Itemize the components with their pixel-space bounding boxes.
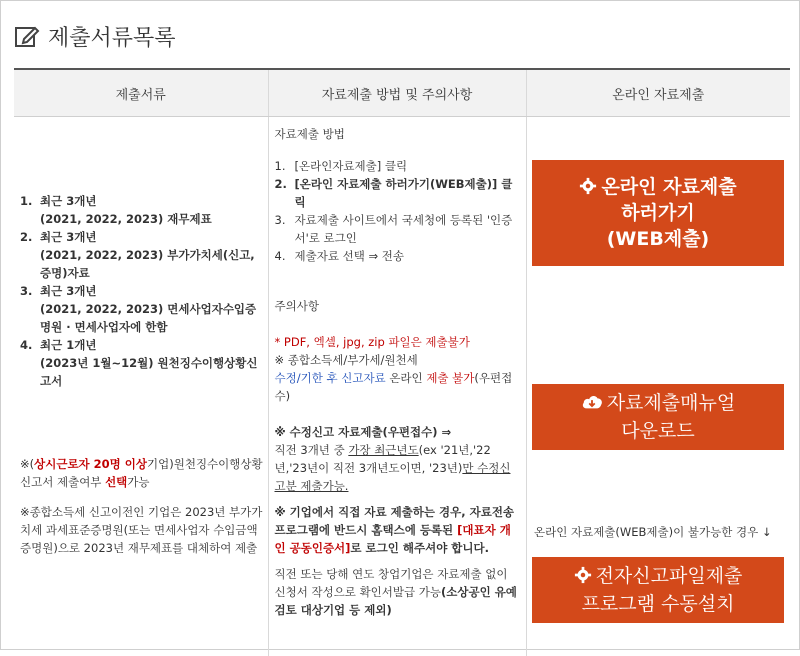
manual-install-button[interactable]: 전자신고파일제출 프로그램 수동설치 <box>532 557 784 623</box>
method-steps <box>275 157 518 265</box>
method-cell <box>268 117 526 656</box>
list-item: 3. 최근 3개년 (2021, 2022, 2023) 면세사업자수입증명원 · 면세사업자에 한함 <box>20 282 260 336</box>
header-online: 온라인 자료제출 <box>526 69 790 117</box>
list-item: 2. 최근 3개년 (2021, 2022, 2023) 부가가치세(신고,증명)자료 <box>20 228 260 282</box>
document-list <box>20 192 260 390</box>
page-title-text: 제출서류목록 <box>48 21 176 52</box>
list-item: 4. 최근 1개년 (2023년 1월~12월) 원천징수이행상황신고서 <box>20 336 260 390</box>
list-item: 1. 최근 3개년 (2021, 2022, 2023) 재무제표 <box>20 192 260 228</box>
edit-icon <box>14 23 40 49</box>
alt-install-note: 온라인 자료제출(WEB제출)이 불가능한 경우 ↓ <box>534 524 772 540</box>
list-item: 3. 자료제출 사이트에서 국세청에 등록된 '인증서'로 로그인 <box>275 211 518 247</box>
list-item: 1. [온라인자료제출] 클릭 <box>275 157 518 175</box>
method-title: 자료제출 방법 <box>275 125 518 143</box>
tax-note: ※ 종합소득세/부가세/원천세 수정/기한 후 신고자료 온라인 제출 불가(우편접수) <box>275 351 518 405</box>
documents-cell <box>14 117 268 656</box>
income-tax-note: ※종합소득세 신고이전인 기업은 2023년 부가가치세 과세표준증명원(또는 면세사업자 수입금액증명원)으로 2023년 재무제표를 대체하여 제출 <box>20 503 265 557</box>
employee-note: ※(상시근로자 20명 이상기업)원천징수이행상황신고서 제출여부 선택가능 <box>20 455 265 491</box>
header-method: 자료제출 방법 및 주의사항 <box>268 69 526 117</box>
manual-download-button[interactable]: 자료제출매뉴얼 다운로드 <box>532 384 784 450</box>
list-item: 4. 제출자료 선택 ⇒ 전송 <box>275 247 518 265</box>
file-format-note: * PDF, 엑셀, jpg, zip 파일은 제출불가 <box>275 333 518 351</box>
revision-note: ※ 수정신고 자료제출(우편접수) ⇒ 직전 3개년 중 가장 최근년도(ex '21년,'22년,'23년이 직전 3개년도이면, '23년)만 수정신고분 제출가능. <box>275 423 518 495</box>
table-header-row <box>14 69 790 117</box>
header-documents: 제출서류 <box>14 69 268 117</box>
page-title <box>14 20 176 52</box>
gear-icon <box>574 566 592 584</box>
list-item: 2. [온라인 자료제출 하러가기(WEB제출)] 클릭 <box>275 175 518 211</box>
cloud-download-icon <box>581 393 603 411</box>
gear-icon <box>579 177 597 195</box>
startup-note: 직전 또는 당해 연도 창업기업은 자료제출 없이 신청서 작성으로 확인서발급 가능(소상공인 유예 검토 대상기업 등 제외) <box>275 565 518 619</box>
web-submit-button[interactable]: 온라인 자료제출 하러가기 (WEB제출) <box>532 160 784 266</box>
company-submit-note: ※ 기업에서 직접 자료 제출하는 경우, 자료전송 프로그램에 반드시 홈택스에 등록된 [대표자 개인 공동인증서]로 로그인 해주셔야 합니다. <box>275 503 518 557</box>
caution-title: 주의사항 <box>275 297 518 315</box>
